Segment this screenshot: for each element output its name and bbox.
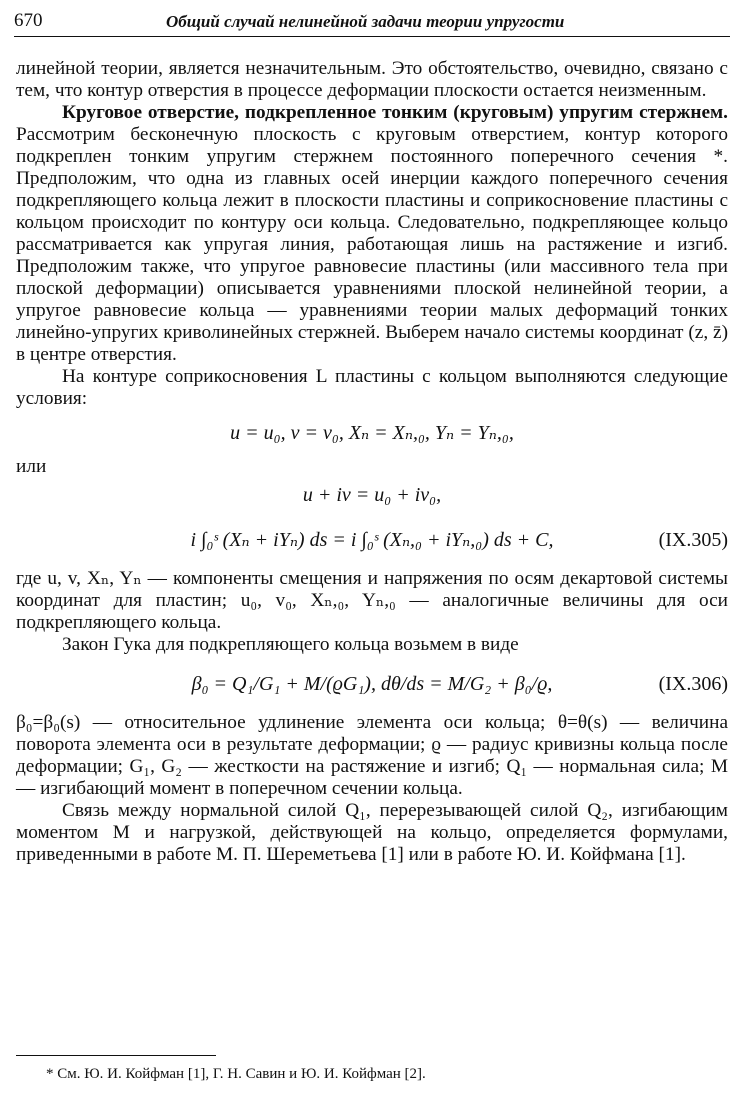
equation-number-305: (IX.305) [658,529,728,551]
formula-hooke-law-body: β₀ = Q₁/G₁ + M/(ϱG₁), dθ/ds = M/G₂ + β₀/ϱ, [191,673,553,695]
paragraph-2 [16,102,728,366]
formula-integral-body: i ∫₀ˢ (Xₙ + iYₙ) ds = i ∫₀ˢ (Xₙ,₀ + iYₙ,₀) ds + C, [190,529,554,551]
formula-integral [16,512,728,568]
equation-number-306: (IX.306) [658,673,728,695]
paragraph-6: β₀=β₀(s) — относительное удлинение элемента оси кольца; θ=θ(s) — величина поворота элемента оси в результате деформации; ϱ — радиус кривизны кольца после деформации; G₁, G₂ — жесткости на растяжение и изгиб; Q₁ — нормальная сила; M — изгибающий момент в поперечном сечении кольца. [16,712,728,799]
paragraph-7: Связь между нормальной силой Q₁, перерезывающей силой Q₂, изгибающим моментом M и нагрузкой, действующей на кольцо, определяется формулами, приведенными в работе М. П. Шереметьева [1] или в работе Ю. И. Койфмана [1]. [16,800,728,865]
page-header [14,6,730,37]
formula-complex-displacement: u + iv = u₀ + iv₀, [302,484,442,506]
page-number: 670 [14,10,43,31]
paragraph-2-body: Рассмотрим бесконечную плоскость с круговым отверстием, контур которого подкреплен тонким упругим стержнем постоянного поперечного сечения *. Предположим, что одна из главных осей инерции каждого поперечного сечения подкрепляющего кольца лежит в плоскости пластины и соприкосновение пластины с кольцом происходит по контуру оси кольца. Следовательно, подкрепляющее кольцо рассматривается как упругая линия, работающая лишь на растяжение и изгиб. Предположим также, что упругое равновесие пластины (или массивного тела при плоской деформации) описывается уравнениями плоской нелинейной теории, а упругое равновесие кольца — уравнениями теории малых деформаций тонких линейно-упругих криволинейных стержней. Выберем начало системы координат (z, z̄) в центре отверстия. [16,124,728,365]
body-text [16,58,728,866]
formula-boundary-conditions: u = u₀, v = v₀, Xₙ = Xₙ,₀, Yₙ = Yₙ,₀, [230,422,514,444]
formula-hooke-law [16,656,728,712]
paragraph-4: где u, v, Xₙ, Yₙ — компоненты смещения и напряжения по осям декартовой системы координат для пластин; u₀, v₀, Xₙ,₀, Yₙ,₀ — аналогичные величины для оси подкрепляющего кольца. [16,568,728,633]
footnote: * См. Ю. И. Койфман [1], Г. Н. Савин и Ю. И. Койфман [2]. [46,1066,426,1082]
running-title: Общий случай нелинейной задачи теории упругости [166,12,565,31]
paragraph-5: Закон Гука для подкрепляющего кольца возьмем в виде [62,634,519,655]
footnote-rule [16,1055,216,1056]
paragraph-3: На контуре соприкосновения L пластины с кольцом выполняются следующие условия: [16,366,728,409]
connector-or: или [16,456,47,477]
section-heading: Круговое отверстие, подкрепленное тонким (круговым) упругим стержнем. [62,102,728,123]
paragraph-1: линейной теории, является незначительным. Это обстоятельство, очевидно, связано с тем, что контур отверстия в процессе деформации плоскости остается неизменным. [16,58,728,101]
